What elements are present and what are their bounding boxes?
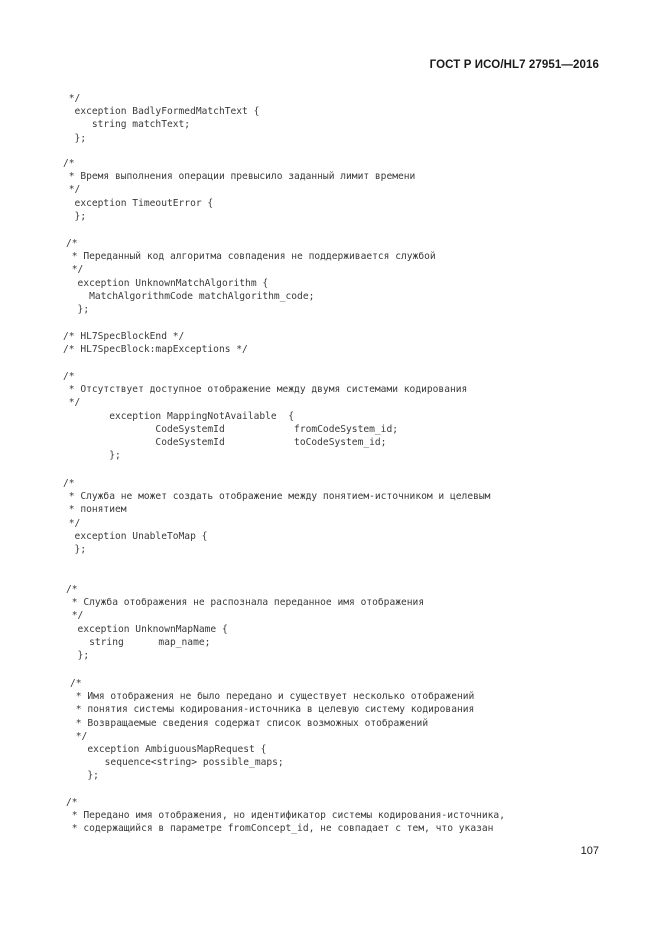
code-block-mapping-not-available: /* * Отсутствует доступное отображение между двумя системами кодирования */ exception MappingNotAvailable { CodeSystemId fromCodeSystem_id; CodeSystemId toCodeSystem_id; }; — [63, 371, 468, 462]
code-block-spec-markers: /* HL7SpecBlockEnd */ /* HL7SpecBlock:mapExceptions */ — [63, 331, 248, 356]
code-block-badly-formed-match-text: */ exception BadlyFormedMatchText { string matchText; }; — [68, 93, 260, 144]
code-block-unable-to-map: /* * Служба не может создать отображение между понятием-источником и целевым * понятием */ exception UnableToMap { }; — [63, 478, 491, 556]
document-header: ГОСТ Р ИСО/HL7 27951—2016 — [429, 59, 599, 71]
code-block-source-id-mismatch: /* * Передано имя отображения, но идентификатор системы кодирования-источника, * содержащийся в параметре fromConcept_id, не совпадает с тем, что указан — [66, 797, 505, 835]
page-number: 107 — [580, 845, 599, 857]
code-block-timeout-error: /* * Время выполнения операции превысило заданный лимит времени */ exception TimeoutError { }; — [63, 158, 416, 222]
code-block-unknown-match-algorithm: /* * Переданный код алгоритма совпадения не поддерживается службой */ exception UnknownMatchAlgorithm { MatchAlgorithmCode matchAlgorithm_code; }; — [66, 238, 436, 316]
code-block-ambiguous-map-request: /* * Имя отображения не было передано и существует несколько отображений * понятия системы кодирования-источника в целевую систему кодирования * Возвращаемые сведения содержат список возможных отображений */ exception AmbiguousMapRequest { sequence<string> possible_maps; }; — [70, 678, 475, 782]
code-block-unknown-map-name: /* * Служба отображения не распознала переданное имя отображения */ exception UnknownMapName { string map_name; }; — [66, 584, 425, 662]
